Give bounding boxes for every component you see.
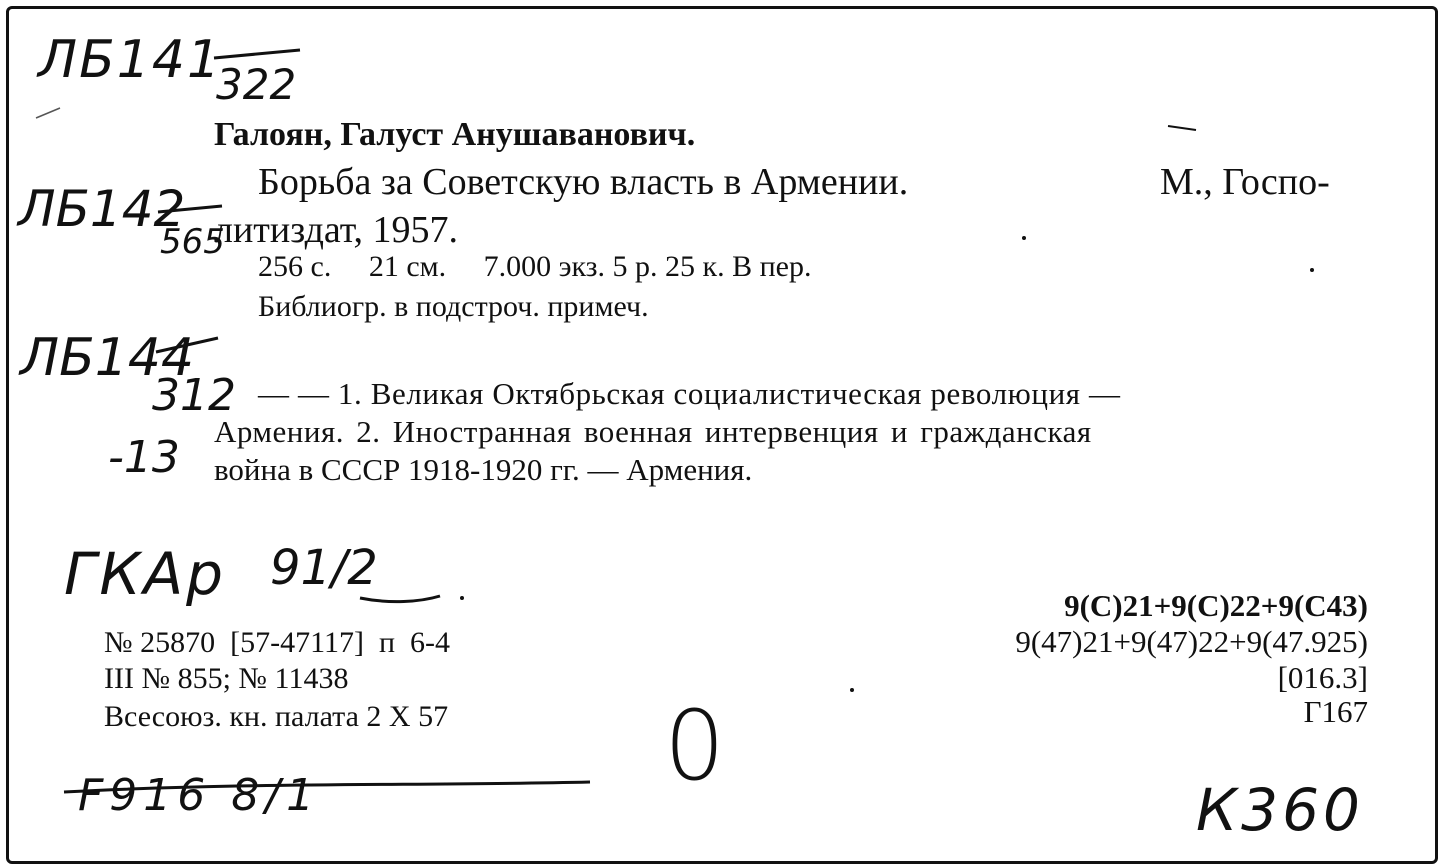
title-line-2: литиздат, 1957. bbox=[214, 209, 459, 251]
classification-line-3: [016.3] bbox=[1277, 660, 1368, 695]
circle-mark: 0 bbox=[664, 690, 726, 802]
archive-code: ГКАр bbox=[64, 540, 226, 608]
registry-line-1: № 25870 [57-47117] п 6-4 bbox=[104, 626, 451, 659]
subjects-line-1: — — 1. Великая Октябрьская социалистическая революция — bbox=[258, 376, 1121, 411]
shelf-mark-1: ЛБ141 bbox=[38, 30, 223, 90]
subjects-line-3: война в СССР 1918-1920 гг. — Армения. bbox=[214, 452, 753, 487]
bottom-right-code: К360 bbox=[1196, 776, 1364, 844]
shelf-mark-3: ЛБ144 bbox=[20, 328, 195, 388]
classification-line-1: 9(С)21+9(С)22+9(С43) bbox=[1064, 588, 1368, 623]
shelf-mark-3-suffix: -13 bbox=[108, 432, 180, 483]
author-heading: Галоян, Галуст Анушаванович. bbox=[214, 116, 696, 153]
registry-line-3: Всесоюз. кн. палата 2 X 57 bbox=[104, 700, 449, 733]
shelf-mark-2: ЛБ142 bbox=[18, 180, 186, 238]
bibliography-note: Библиогр. в подстроч. примеч. bbox=[258, 290, 649, 323]
shelf-mark-2-number: 565 bbox=[160, 222, 225, 262]
subjects-line-2: Армения. 2. Иностранная военная интервенция и гражданская bbox=[214, 414, 1092, 449]
registry-line-2: III № 855; № 11438 bbox=[104, 662, 349, 695]
classification-line-4: Г167 bbox=[1303, 694, 1368, 729]
shelf-mark-3-number: 312 bbox=[152, 370, 236, 421]
publisher-line-1: М., Госпо- bbox=[1160, 161, 1330, 203]
physical-description: 256 с. 21 см. 7.000 экз. 5 р. 25 к. В пер. bbox=[258, 250, 812, 283]
archive-number: 91/2 bbox=[270, 540, 378, 596]
title-line-1: Борьба за Советскую власть в Армении. bbox=[258, 161, 909, 203]
shelf-mark-1-number: 322 bbox=[216, 60, 297, 109]
crossed-out-note: F916 8/1 bbox=[78, 770, 321, 821]
classification-line-2: 9(47)21+9(47)22+9(47.925) bbox=[1015, 624, 1368, 659]
